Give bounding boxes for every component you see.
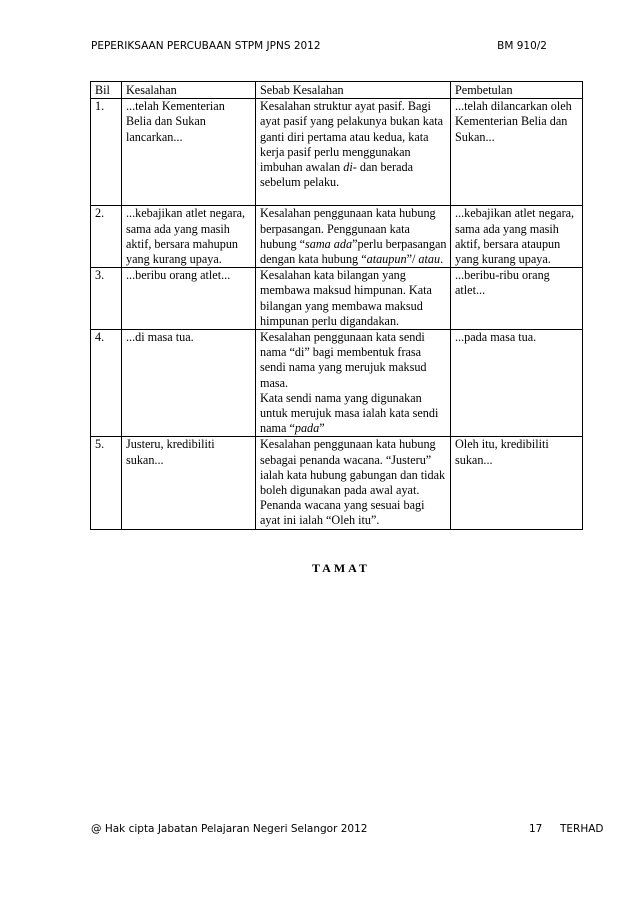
reason-cell	[256, 268, 451, 330]
reason-text: Kesalahan kata bilangan yang membawa maksud himpunan. Kata bilangan yang membawa maksud himpunan perlu digandakan.	[260, 268, 432, 328]
row-number: 2.	[91, 206, 122, 268]
page-footer	[91, 823, 604, 835]
reason-text: Kesalahan penggunaan kata hubung berpasangan. Penggunaan kata hubung “	[260, 206, 436, 251]
reason-text: Kesalahan penggunaan kata hubung sebagai penanda wacana. “Justeru” ialah kata hubung gabungan dan tidak boleh digunakan pada awal ayat. Penanda wacana yang sesuai bagi ayat ini ialah “Oleh itu”.	[260, 437, 446, 528]
reason-cell	[256, 99, 451, 206]
reason-emphasis: pada	[294, 421, 320, 436]
reason-cell	[256, 206, 451, 268]
page-number: 17	[529, 823, 543, 835]
page-header	[91, 40, 547, 52]
correction-cell	[451, 99, 583, 206]
reason-emphasis: di-	[343, 160, 357, 175]
error-cell	[122, 330, 256, 437]
error-text: Justeru, kredibiliti sukan...	[126, 437, 215, 467]
col-header-kesalahan: Kesalahan	[122, 82, 256, 99]
error-cell	[122, 437, 256, 529]
table-header-row	[91, 82, 583, 99]
reason-cell	[256, 437, 451, 529]
copyright-text: @ Hak cipta Jabatan Pelajaran Negeri Selangor 2012	[91, 823, 368, 835]
classification-label: TERHAD	[560, 823, 604, 835]
row-number: 3.	[91, 268, 122, 330]
table-row	[91, 437, 583, 529]
error-correction-table	[90, 81, 583, 530]
col-header-pembetulan: Pembetulan	[451, 82, 583, 99]
error-cell	[122, 206, 256, 268]
error-text: ...di masa tua.	[126, 330, 194, 345]
reason-emphasis: ataupun	[366, 252, 407, 267]
reason-text: Kesalahan struktur ayat pasif. Bagi ayat pasif yang pelakunya bukan kata ganti diri pertama atau kedua, kata kerja pasif perlu menggunakan imbuhan awalan	[260, 99, 444, 175]
correction-cell	[451, 330, 583, 437]
reason-text: .	[440, 252, 444, 267]
reason-emphasis: atau	[418, 252, 441, 267]
end-marker: TAMAT	[312, 561, 370, 575]
table-row	[91, 99, 583, 206]
reason-text: Kata sendi nama yang digunakan untuk merujuk masa ialah kata sendi nama “	[260, 390, 439, 436]
correction-text: ...beribu-ribu orang atlet...	[455, 268, 550, 298]
error-text: ...kebajikan atlet negara, sama ada yang masih aktif, bersara mahupun yang kurang upaya.	[126, 206, 246, 267]
reason-text: ”	[319, 421, 325, 436]
correction-text: ...pada masa tua.	[455, 330, 537, 345]
correction-text: ...telah dilancarkan oleh Kementerian Belia dan Sukan...	[455, 99, 572, 144]
row-number: 5.	[91, 437, 122, 529]
reason-text: ”perlu berpasangan dengan kata hubung “	[260, 236, 447, 267]
col-header-sebab: Sebab Kesalahan	[256, 82, 451, 99]
paper-code: BM 910/2	[497, 40, 547, 52]
table-row	[91, 330, 583, 437]
row-number: 1.	[91, 99, 122, 206]
reason-text: ”/	[406, 252, 419, 267]
reason-text: dan berada sebelum pelaku.	[260, 160, 413, 190]
error-text: ...telah Kementerian Belia dan Sukan lancarkan...	[126, 99, 225, 144]
error-cell	[122, 268, 256, 330]
correction-cell	[451, 268, 583, 330]
col-header-bil: Bil	[91, 82, 122, 99]
correction-text: Oleh itu, kredibiliti sukan...	[455, 437, 549, 467]
correction-cell	[451, 206, 583, 268]
error-cell	[122, 99, 256, 206]
reason-emphasis: sama ada	[305, 236, 353, 251]
correction-text: ...kebajikan atlet negara, sama ada yang masih aktif, bersara ataupun yang kurang upaya.	[455, 206, 575, 267]
table-row	[91, 206, 583, 268]
error-text: ...beribu orang atlet...	[126, 268, 231, 283]
exam-title: PEPERIKSAAN PERCUBAAN STPM JPNS 2012	[91, 40, 321, 52]
reason-text: Kesalahan penggunaan kata sendi nama “di” bagi membentuk frasa sendi nama yang merujuk maksud masa.	[260, 330, 427, 390]
row-number: 4.	[91, 330, 122, 437]
table-row	[91, 268, 583, 330]
correction-cell	[451, 437, 583, 529]
reason-cell	[256, 330, 451, 437]
